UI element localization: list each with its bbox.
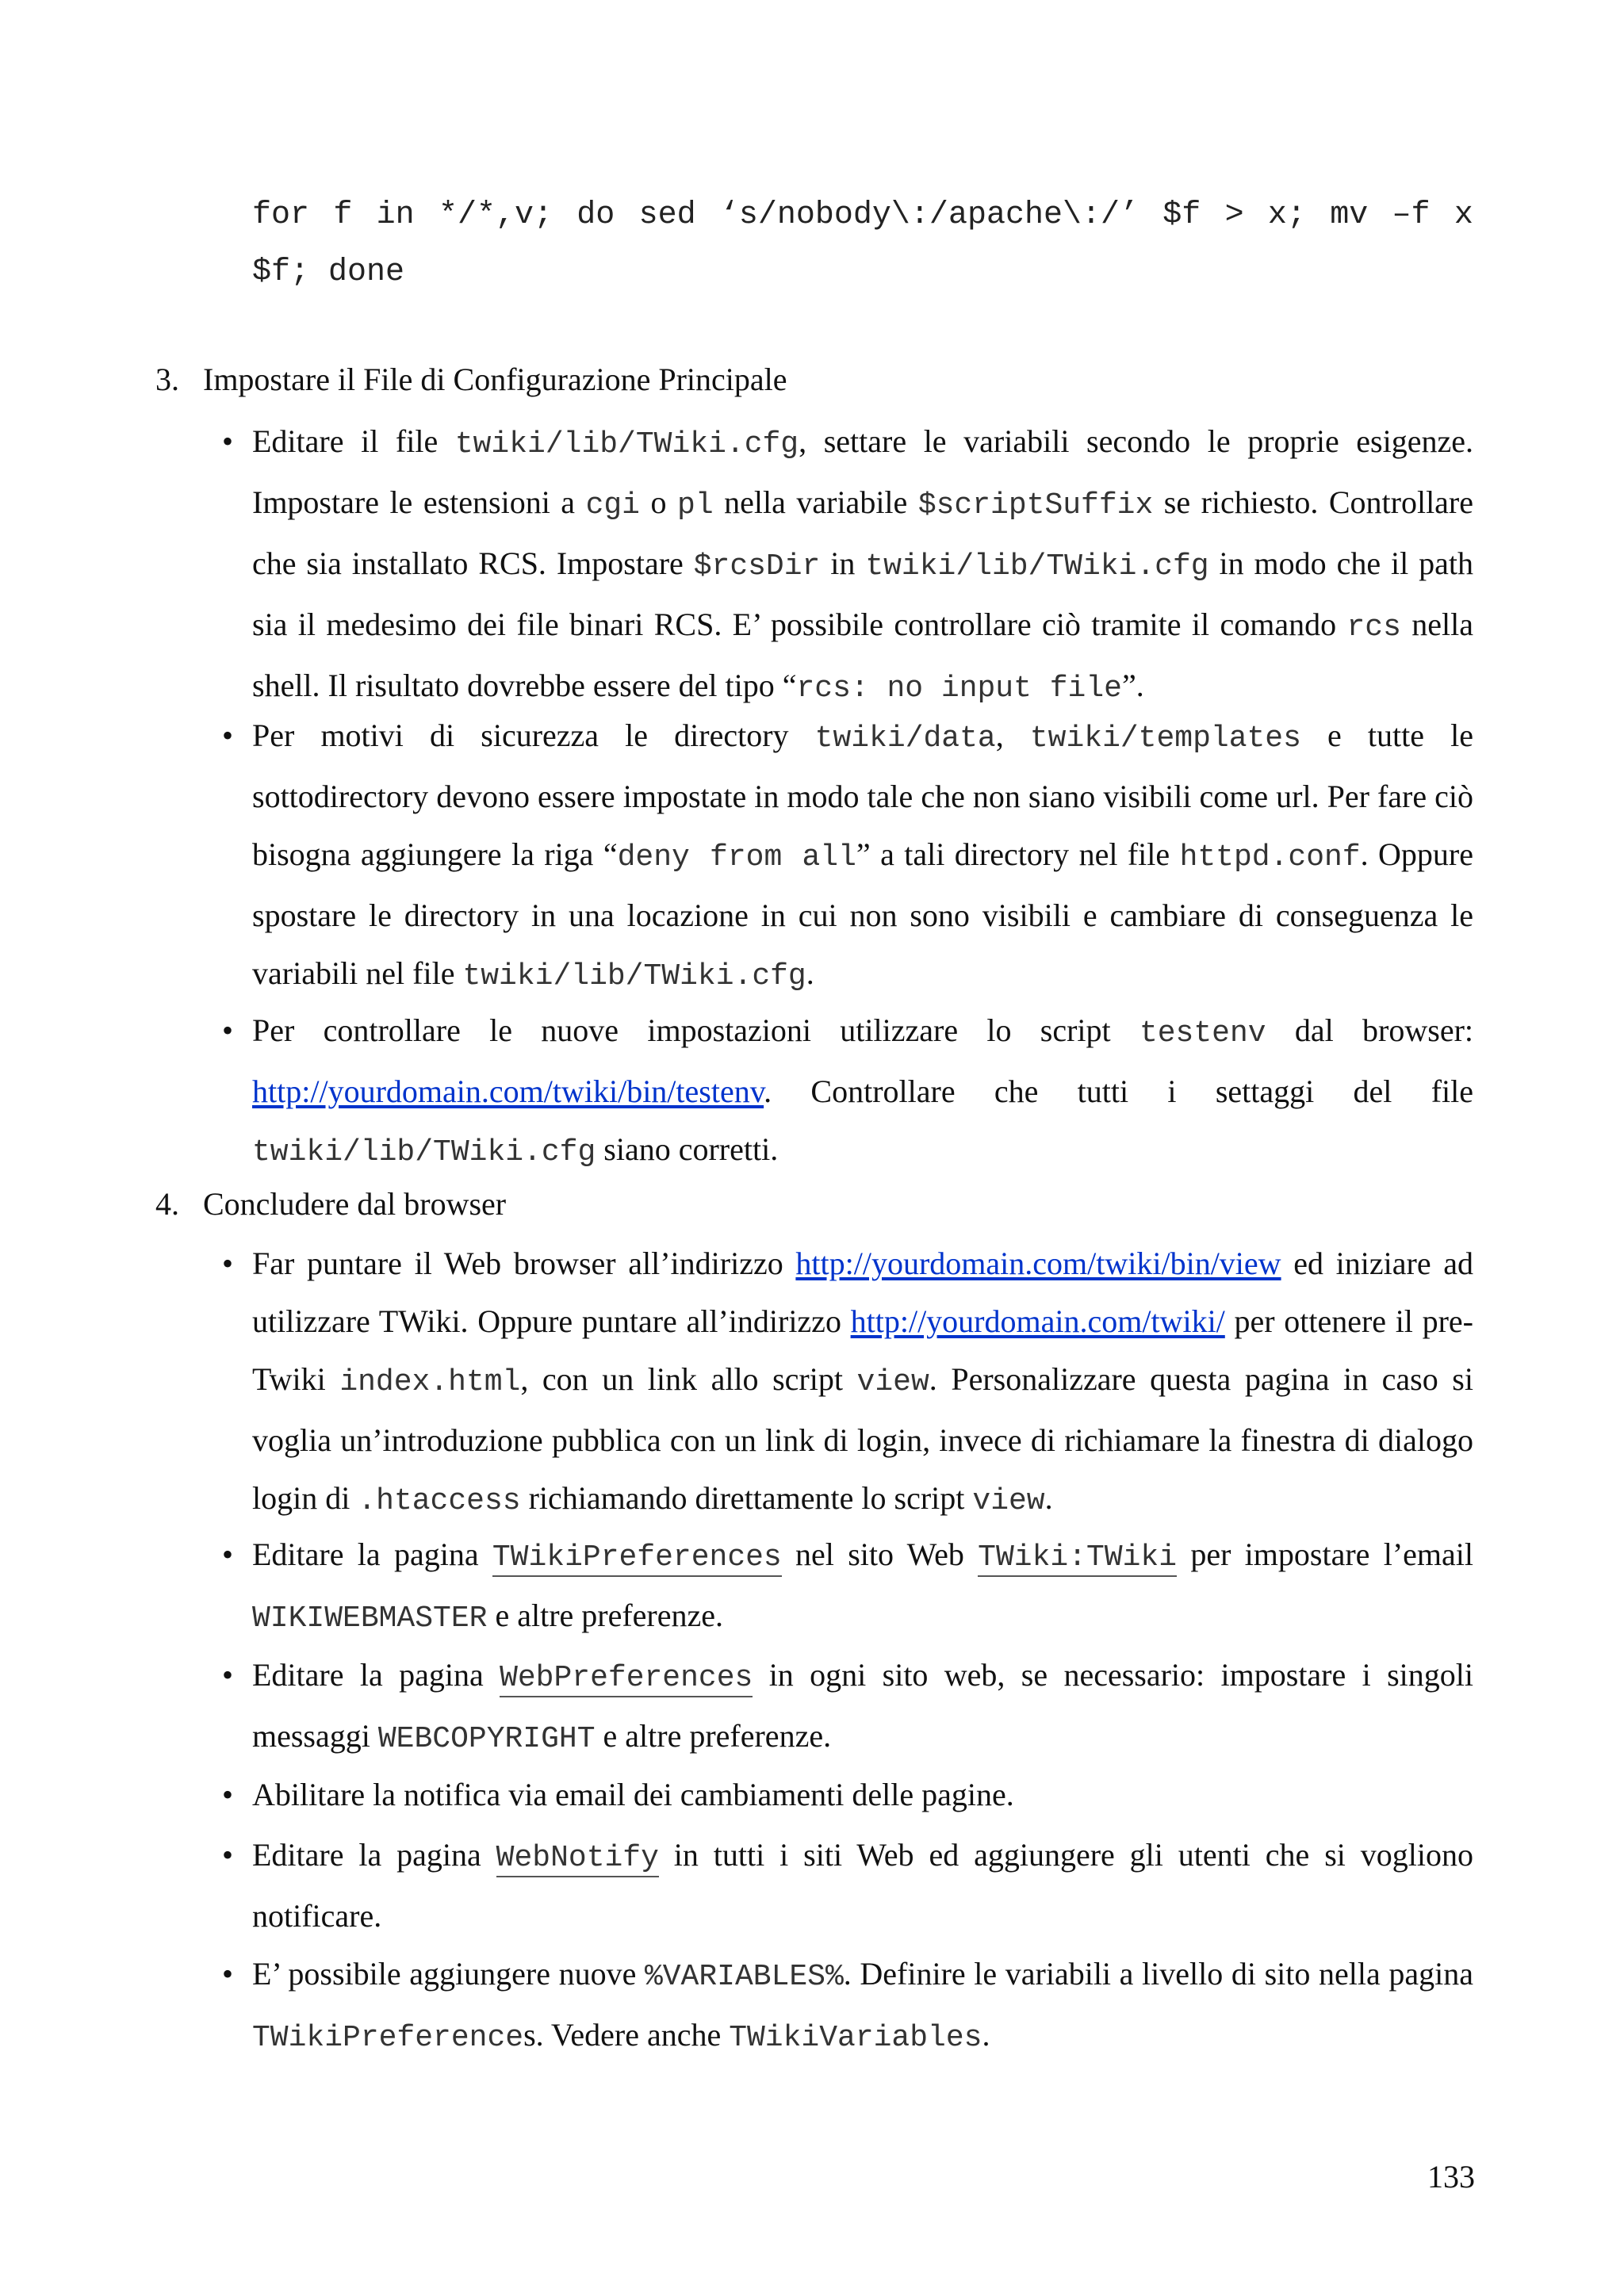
section-title: Concludere dal browser [203, 1186, 507, 1222]
code-token: */*,v; [438, 197, 553, 233]
inline-code: twiki/templates [1029, 721, 1301, 756]
code-token: x; [1267, 197, 1306, 233]
inline-code: TWikiVariables [729, 2021, 982, 2055]
item-text: Per controllare le nuove impostazioni utilizzare lo script testenv dal browser: http://yourdomain.com/twiki/bin/testenv. Controllare che tutti i settaggi del file twiki/lib/TWiki.cfg siano corretti. [252, 1012, 1474, 1169]
bullet-icon: • [221, 1536, 233, 1572]
inline-code: .htaccess [358, 1484, 521, 1518]
item-text: Per motivi di sicurezza le directory twiki/data, twiki/templates e tutte le sottodirectory devono essere impostate in modo tale che non siano visibili come url. Per fare ciò bisogna aggiungere la riga “deny from all” a tali directory nel file httpd.conf. Oppure spostare le directory in una locazione in cui non sono visibili e cambiare di conseguenza le variabili nel file twiki/lib/TWiki.cfg. [252, 718, 1474, 993]
item-text: E’ possibile aggiungere nuove %VARIABLES%. Definire le variabili a livello di sito nella pagina TWikiPreferences. Vedere anche TWikiVariables. [252, 1956, 1473, 2055]
code-token: –f [1392, 197, 1431, 233]
bullet-icon: • [221, 1246, 233, 1281]
inline-code: httpd.conf [1179, 840, 1361, 874]
inline-code: view [972, 1484, 1045, 1518]
inline-code: %VARIABLES% [644, 1960, 844, 1994]
bullet-icon: • [221, 1777, 233, 1812]
wiki-page-link[interactable]: TWikiPreferences [492, 1540, 782, 1577]
code-token: $f [1162, 197, 1201, 233]
section-number: 4. [155, 1186, 179, 1222]
bullet-icon: • [221, 1956, 233, 1992]
code-line-1 [252, 187, 1473, 244]
code-token: > [1224, 197, 1244, 233]
shell-command-block [252, 187, 1473, 301]
code-token: mv [1330, 197, 1369, 233]
inline-code: testenv [1139, 1016, 1266, 1050]
section-number: 3. [155, 362, 179, 397]
inline-code: twiki/lib/TWiki.cfg [865, 549, 1209, 584]
code-token: x [1454, 197, 1473, 233]
item-text: Editare la pagina TWikiPreferences nel sito Web TWiki:TWiki per impostare l’email WIKIWEBMASTER e altre preferenze. [252, 1536, 1473, 1636]
bullet-icon: • [221, 1012, 233, 1048]
inline-code: cgi [585, 488, 640, 522]
code-token: do [576, 197, 615, 233]
inline-code: twiki/lib/TWiki.cfg [462, 959, 806, 993]
wiki-page-link[interactable]: WebPreferences [500, 1661, 753, 1697]
inline-code: twiki/data [814, 721, 996, 756]
item-text: Abilitare la notifica via email dei cambiamenti delle pagine. [252, 1777, 1014, 1812]
inline-code: rcs: no input file [796, 672, 1122, 706]
wiki-page-link[interactable]: TWiki:TWiki [978, 1540, 1177, 1577]
item-text: Far puntare il Web browser all’indirizzo http://yourdomain.com/twiki/bin/view ed iniziare ad utilizzare TWiki. Oppure puntare all’indirizzo http://yourdomain.com/twiki/ per ottenere il pre-Twiki index.html, con un link allo script view. Personalizzare questa pagina in caso si voglia un’introduzione pubblica con un link di login, invece di richiamare la finestra di dialogo login di .htaccess richiamando direttamente lo script view. [252, 1246, 1473, 1518]
code-token: f [333, 197, 353, 233]
code-token: in [376, 197, 415, 233]
twiki-root-link[interactable]: http://yourdomain.com/twiki/ [850, 1303, 1225, 1339]
wiki-page-link[interactable]: WebNotify [496, 1841, 659, 1877]
inline-code: $rcsDir [693, 549, 821, 584]
item-text: Editare la pagina WebPreferences in ogni sito web, se necessario: impostare i singoli messaggi WEBCOPYRIGHT e altre preferenze. [252, 1657, 1473, 1756]
code-token: sed [638, 197, 696, 233]
inline-code: twiki/lib/TWiki.cfg [252, 1135, 596, 1169]
testenv-link[interactable]: http://yourdomain.com/twiki/bin/testenv [252, 1073, 764, 1109]
bullet-icon: • [221, 718, 233, 753]
inline-code: TWikiPreference [252, 2021, 524, 2055]
item-text: Editare la pagina WebNotify in tutti i siti Web ed aggiungere gli utenti che si vogliono notificare. [252, 1837, 1473, 1934]
page-number: 133 [1427, 2159, 1475, 2195]
inline-code: WIKIWEBMASTER [252, 1601, 488, 1636]
inline-code: view [856, 1365, 929, 1399]
bullet-icon: • [221, 1657, 233, 1693]
code-token: ‘s/nobody\:/apache\:/’ [719, 197, 1139, 233]
bullet-icon: • [221, 1837, 233, 1873]
item-text: Editare il file twiki/lib/TWiki.cfg, settare le variabili secondo le proprie esigenze. Impostare le estensioni a cgi o pl nella variabile $scriptSuffix se richiesto. Controllare che sia installato RCS. Impostare $rcsDir in twiki/lib/TWiki.cfg in modo che il path sia il medesimo dei file binari RCS. E’ possibile controllare ciò tramite il comando rcs nella shell. Il risultato dovrebbe essere del tipo “rcs: no input file”. [252, 423, 1474, 706]
code-token: for [252, 197, 310, 233]
section-title: Impostare il File di Configurazione Principale [203, 362, 787, 397]
bullet-icon: • [221, 423, 233, 459]
inline-code: twiki/lib/TWiki.cfg [454, 427, 799, 461]
inline-code: pl [677, 488, 714, 522]
inline-code: $scriptSuffix [917, 488, 1154, 522]
inline-code: deny from all [617, 840, 856, 874]
inline-code: WEBCOPYRIGHT [377, 1722, 596, 1756]
code-line-2: $f; done [252, 254, 405, 290]
view-link[interactable]: http://yourdomain.com/twiki/bin/view [795, 1246, 1281, 1281]
inline-code: rcs [1346, 610, 1401, 645]
inline-code: index.html [339, 1365, 521, 1399]
